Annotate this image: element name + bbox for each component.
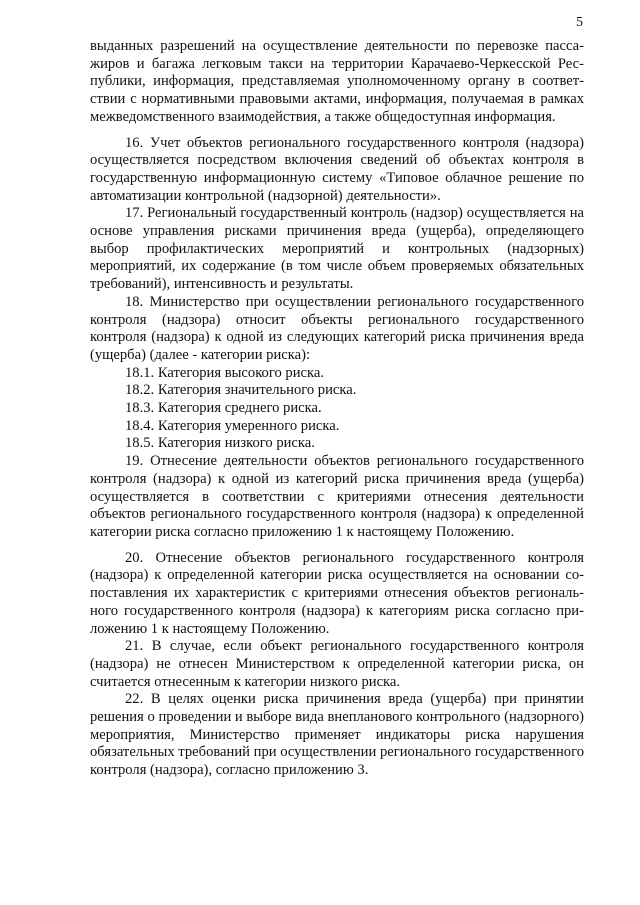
risk-category-item: 18.4. Категория умеренного риска. — [125, 417, 340, 434]
paragraph-16: 16. Учет объектов регионального государственного контроля (надзора) осуществляется посредством включения сведений об объектах контроля в государственную информационную систему «Типовое облачное решение по автоматизации контрольной (надзорной) деятельности». — [90, 134, 584, 204]
risk-category-item: 18.2. Категория значительного риска. — [125, 382, 357, 399]
risk-category-item: 18.5. Категория низкого риска. — [125, 435, 315, 452]
paragraph-22: 22. В целях оценки риска причинения вреда (ущерба) при принятии решения о проведении и выборе вида внепланового контрольного (надзорного) мероприятия, Министерство применяет индикаторы риска нарушения обязательных требований при осуществлении регионального государственного контроля (надзора), согласно приложению 3. — [90, 691, 584, 779]
paragraph-19: 19. Отнесение деятельности объектов регионального государственного контроля (надзора) к одной из категорий риска причинения вреда (ущерба) осуществляется в соответствии с критериями отнесения деятельности объектов регионального государственного контроля (надзора) к определенной категории риска согласно приложению 1 к настоящему Положению. — [90, 453, 584, 540]
paragraph-continuation: выданных разрешений на осуществление деятельности по перевозке пассажиров и багажа легковым такси на территории Карачаево-Черкесской Республики, информация, представляемая уполномоченному органу в соответствии с нормативными правовыми актами, информация, получаемая в рамках межведомственного взаимодействия, а также общедоступная информация. — [90, 38, 584, 125]
page-number: 5 — [576, 15, 583, 30]
paragraph-20: 20. Отнесение объектов регионального государственного контроля (надзора) к определенной категории риска осуществляется на основании сопоставления их характеристик с критериями отнесения объектов регионального государственного контроля (надзора) к категориям риска согласно приложению 1 к настоящему Положению. — [90, 549, 584, 637]
risk-category-item: 18.1. Категория высокого риска. — [125, 364, 324, 381]
paragraph-17: 17. Региональный государственный контроль (надзор) осуществляется на основе управления рисками причинения вреда (ущерба), определяющего выбор профилактических мероприятий и контрольных (надзорных) мероприятий, их содержание (в том числе объем проверяемых обязательных требований), интенсивность и результаты. — [90, 205, 584, 293]
risk-category-list — [90, 365, 584, 454]
paragraph-18: 18. Министерство при осуществлении регионального государственного контроля (надзора) относит объекты регионального государственного контроля (надзора) к одной из следующих категорий риска причинения вреда (ущерба) (далее - категории риска): — [90, 293, 584, 363]
paragraph-21: 21. В случае, если объект регионального государственного контроля (надзора) не отнесен Министерством к определенной категории риска, он считается отнесенным к категории низкого риска. — [90, 638, 584, 690]
risk-category-item: 18.3. Категория среднего риска. — [125, 400, 322, 417]
document-body — [90, 38, 584, 780]
